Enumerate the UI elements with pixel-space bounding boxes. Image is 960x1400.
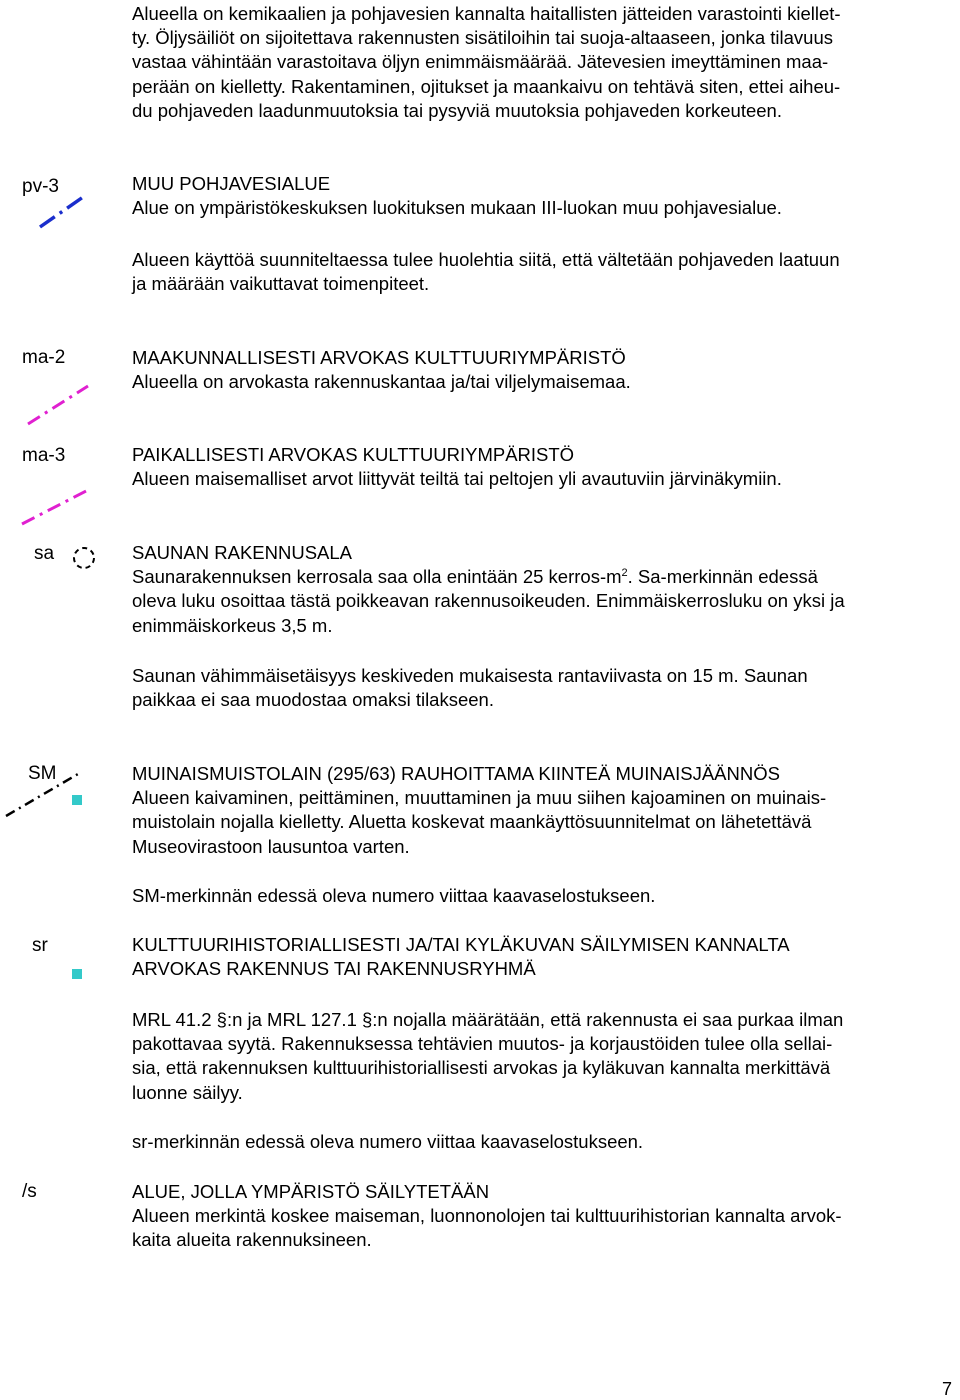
sr-para-line: luonne säilyy.	[132, 1081, 243, 1103]
sm-dash-dot-line-symbol	[2, 768, 82, 822]
sr-title-line: KULTTUURIHISTORIALLISESTI JA/TAI KYLÄKUVAN SÄILYMISEN KANNALTA	[132, 934, 790, 955]
pv3-title: MUU POHJAVESIALUE	[132, 173, 331, 194]
sm-paragraph-2	[132, 884, 956, 908]
ma2-dash-dot-line-symbol	[22, 380, 94, 430]
sa-line1	[132, 565, 956, 589]
sr-para2: sr-merkinnän edessä oleva numero viittaa kaavaselostukseen.	[132, 1131, 644, 1152]
ma3-block	[132, 443, 956, 491]
sa-code: sa	[34, 543, 55, 564]
page-number: 7	[941, 1379, 952, 1399]
sr-title-line: ARVOKAS RAKENNUS TAI RAKENNUSRYHMÄ	[132, 958, 536, 980]
intro-line: vastaa vähintään varastoitava öljyn enimmäismäärää. Jätevesien imeyttäminen maa-	[132, 51, 829, 73]
sm-cyan-square-icon	[72, 795, 82, 805]
sr-para-line: pakottavaa syytä. Rakennuksessa tehtävien muutos- ja korjaustöiden tulee olla sellai-	[132, 1033, 833, 1055]
ma2-description: Alueella on arvokasta rakennuskantaa ja/tai viljelymaisemaa.	[132, 371, 631, 393]
sm-block	[132, 762, 956, 859]
sr-paragraph	[132, 1008, 956, 1105]
pv3-paragraph	[132, 248, 956, 296]
intro-line: perään on kielletty. Rakentaminen, ojitukset ja maankaivu on tehtävä siten, ettei aiheu-	[132, 75, 841, 97]
sr-para-line: sia, että rakennuksen kulttuurihistoriallisesti arvokas ja kyläkuvan kannalta merkittävä	[132, 1057, 831, 1079]
sm-line: Alueen kaivaminen, peittäminen, muuttaminen ja muu siihen kajoaminen on muinais-	[132, 787, 827, 809]
s-line: Alueen merkintä koskee maiseman, luonnonolojen tai kulttuurihistorian kannalta arvok-	[132, 1205, 842, 1227]
ma3-dash-dot-line-symbol	[18, 486, 92, 530]
s-title: ALUE, JOLLA YMPÄRISTÖ SÄILYTETÄÄN	[132, 1181, 490, 1202]
s-code: /s	[22, 1181, 37, 1202]
sm-line: muistolain nojalla kielletty. Aluetta koskevat maankäyttösuunnitelmat on lähetettävä	[132, 811, 812, 833]
s-line: kaita alueita rakennuksineen.	[132, 1229, 372, 1251]
ma3-title: PAIKALLISESTI ARVOKAS KULTTUURIYMPÄRISTÖ	[132, 444, 575, 465]
intro-line: Alueella on kemikaalien ja pohjavesien kannalta haitallisten jätteiden varastointi kiellet-	[132, 3, 841, 24]
ma2-code: ma-2	[22, 347, 66, 368]
pv3-code: pv-3	[22, 176, 59, 197]
pv3-description: Alue on ympäristökeskuksen luokituksen mukaan III-luokan muu pohjavesialue.	[132, 197, 782, 219]
sa-line: enimmäiskorkeus 3,5 m.	[132, 614, 333, 636]
pv3-para-line: Alueen käyttöä suunniteltaessa tulee huolehtia siitä, että vältetään pohjaveden laatuun	[132, 249, 840, 270]
sa-block	[132, 541, 956, 638]
sr-cyan-square-icon	[72, 969, 82, 979]
intro-line: ty. Öljysäiliöt on sijoitettava rakennusten sisätiloihin tai suoja-altaaseen, jonka tilavuus	[132, 27, 833, 49]
sa-para2-line: paikkaa ei saa muodostaa omaksi tilakseen.	[132, 689, 494, 711]
sm-line: Museovirastoon lausuntoa varten.	[132, 835, 410, 857]
sa-line1-text: Saunarakennuksen kerrosala saa olla enintään 25 kerros-m	[132, 566, 622, 588]
sr-para-line: MRL 41.2 §:n ja MRL 127.1 §:n nojalla määrätään, että rakennusta ei saa purkaa ilman	[132, 1009, 844, 1030]
intro-line: du pohjaveden laadunmuutoksia tai pysyviä muutoksia pohjaveden korkeuteen.	[132, 99, 782, 121]
s-block	[132, 1180, 956, 1253]
sa-line1-text-end: . Sa-merkinnän edessä	[627, 566, 818, 588]
sa-superscript: 2	[621, 567, 628, 580]
sr-block	[132, 933, 956, 981]
intro-paragraph	[132, 2, 956, 123]
sr-paragraph-2	[132, 1130, 956, 1154]
pv3-dashed-line-symbol	[30, 183, 98, 231]
sa-dashed-circle-symbol	[70, 544, 100, 574]
sa-line: oleva luku osoittaa tästä poikkeavan rakennusoikeuden. Enimmäiskerrosluku on yksi ja	[132, 590, 845, 612]
pv3-para-line: ja määrään vaikuttavat toimenpiteet.	[132, 273, 430, 295]
sr-code: sr	[32, 935, 48, 956]
pv3-block	[132, 172, 956, 220]
sm-code: SM	[28, 763, 57, 784]
sa-title: SAUNAN RAKENNUSALA	[132, 542, 353, 563]
ma3-code: ma-3	[22, 445, 66, 466]
sm-title: MUINAISMUISTOLAIN (295/63) RAUHOITTAMA KIINTEÄ MUINAISJÄÄNNÖS	[132, 763, 780, 784]
ma2-title: MAAKUNNALLISESTI ARVOKAS KULTTUURIYMPÄRISTÖ	[132, 347, 626, 368]
sa-paragraph-2	[132, 664, 956, 712]
ma3-description: Alueen maisemalliset arvot liittyvät teiltä tai peltojen yli avautuviin järvinäkymiin.	[132, 468, 782, 490]
sa-para2-line: Saunan vähimmäisetäisyys keskiveden mukaisesta rantaviivasta on 15 m. Saunan	[132, 665, 808, 686]
ma2-block	[132, 346, 956, 394]
sm-para2: SM-merkinnän edessä oleva numero viittaa kaavaselostukseen.	[132, 885, 656, 906]
